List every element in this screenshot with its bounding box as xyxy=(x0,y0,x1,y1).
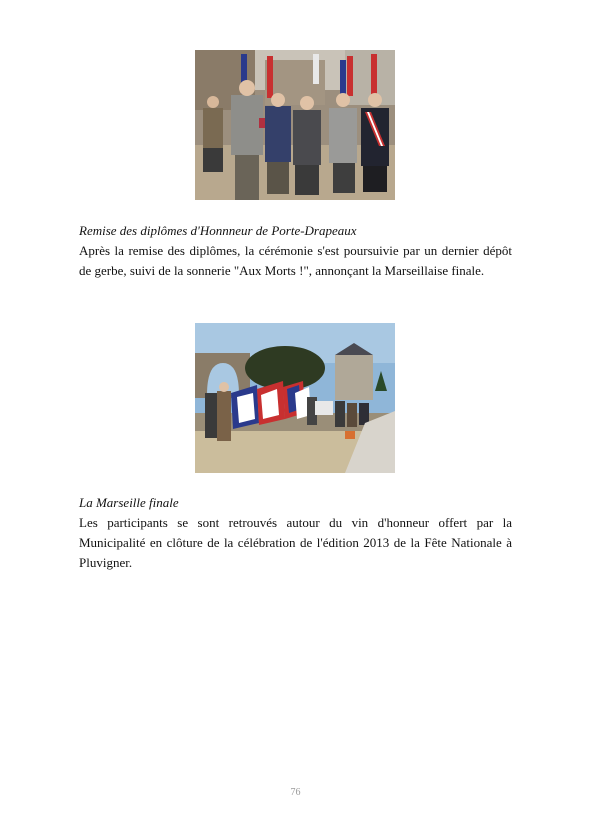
page-number: 76 xyxy=(290,787,301,798)
photo-caption: Remise des diplômes d'Honnneur de Porte-Drapeaux xyxy=(79,223,357,238)
body-paragraph: Les participants se sont retrouvés autour du vin d'honneur offert par la Municipalité en clôture de la célébration de l'édition 2013 de la Fête Nationale à Pluvigner. xyxy=(79,515,512,570)
ceremony-photo-diplomas xyxy=(195,50,395,200)
body-paragraph: Après la remise des diplômes, la cérémonie s'est poursuivie par un dernier dépôt de gerbe, suivi de la sonnerie "Aux Morts !", annonçant la Marseillaise finale. xyxy=(79,243,512,278)
ceremony-photo-marseillaise xyxy=(195,323,395,473)
photo-caption: La Marseille finale xyxy=(79,495,179,510)
